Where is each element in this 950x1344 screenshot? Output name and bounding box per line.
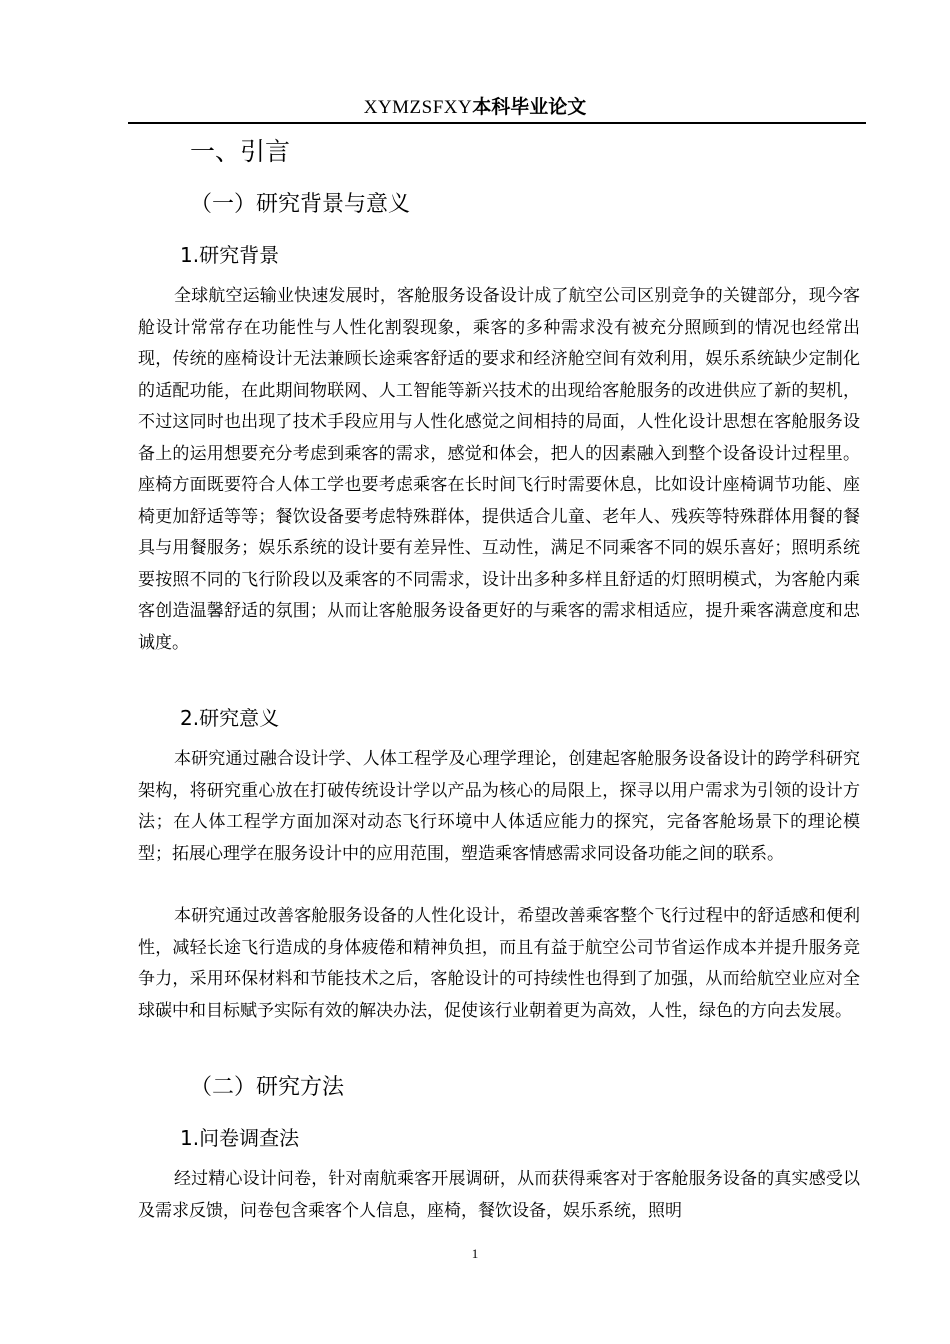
page-number: 1 <box>471 1246 479 1261</box>
subsection-title-research-significance: 2.研究意义 <box>180 706 280 730</box>
header-school-code: XYMZSFXY <box>363 97 473 118</box>
paragraph-research-background: 全球航空运输业快速发展时，客舱服务设备设计成了航空公司区别竞争的关键部分，现今客舱设计常常存在功能性与人性化割裂现象，乘客的多种需求没有被充分照顾到的情况也经常出现，传统的座椅设计无法兼顾长途乘客舒适的要求和经济舱空间有效利用，娱乐系统缺少定制化的适配功能，在此期间物联网、人工智能等新兴技术的出现给客舱服务的改进供应了新的契机，不过这同时也出现了技术手段应用与人性化感觉之间相持的局面，人性化设计思想在客舱服务设备上的运用想要充分考虑到乘客的需求，感觉和体会，把人的因素融入到整个设备设计过程里。 座椅方面既要符合人体工学也要考虑乘客在长时间飞行时需要休息，比如设计座椅调节功能、座椅更加舒适等等；餐饮设备要考虑特殊群体，提供适合儿童、老年人、残疾等特殊群体用餐的餐具与用餐服务；娱乐系统的设计要有差异性、互动性，满足不同乘客不同的娱乐喜好；照明系统要按照不同的飞行阶段以及乘客的不同需求，设计出多种多样且舒适的灯照明模式，为客舱内乘客创造温馨舒适的氛围；从而让客舱服务设备更好的与乘客的需求相适应，提升乘客满意度和忠诚度。 <box>138 286 860 653</box>
paragraph-significance-theory: 本研究通过融合设计学、人体工程学及心理学理论，创建起客舱服务设备设计的跨学科研究架构，将研究重心放在打破传统设计学以产品为核心的局限上，探寻以用户需求为引领的设计方法；在人体工程学方面加深对动态飞行环境中人体适应能力的探究，完备客舱场景下的理论模型；拓展心理学在服务设计中的应用范围，塑造乘客情感需求同设备功能之间的联系。 <box>138 749 860 864</box>
paragraph-questionnaire: 经过精心设计问卷，针对南航乘客开展调研，从而获得乘客对于客舱服务设备的真实感受以及需求反馈，问卷包含乘客个人信息，座椅，餐饮设备，娱乐系统，照明 <box>138 1169 860 1221</box>
page-header <box>0 94 950 121</box>
section-title-methods: （二）研究方法 <box>190 1075 345 1100</box>
subsection-title-research-background: 1.研究背景 <box>180 243 280 267</box>
header-rule <box>128 122 866 124</box>
chapter-title: 一、引言 <box>190 137 291 166</box>
header-thesis-label: 本科毕业论文 <box>472 96 587 118</box>
section-title-background: （一）研究背景与意义 <box>190 192 411 217</box>
subsection-title-questionnaire: 1.问卷调查法 <box>180 1126 300 1150</box>
paragraph-significance-practice: 本研究通过改善客舱服务设备的人性化设计，希望改善乘客整个飞行过程中的舒适感和便利性，减轻长途飞行造成的身体疲倦和精神负担，而且有益于航空公司节省运作成本并提升服务竞争力，采用环保材料和节能技术之后，客舱设计的可持续性也得到了加强，从而给航空业应对全球碳中和目标赋予实际有效的解决办法，促使该行业朝着更为高效，人性，绿色的方向去发展。 <box>138 906 860 1021</box>
